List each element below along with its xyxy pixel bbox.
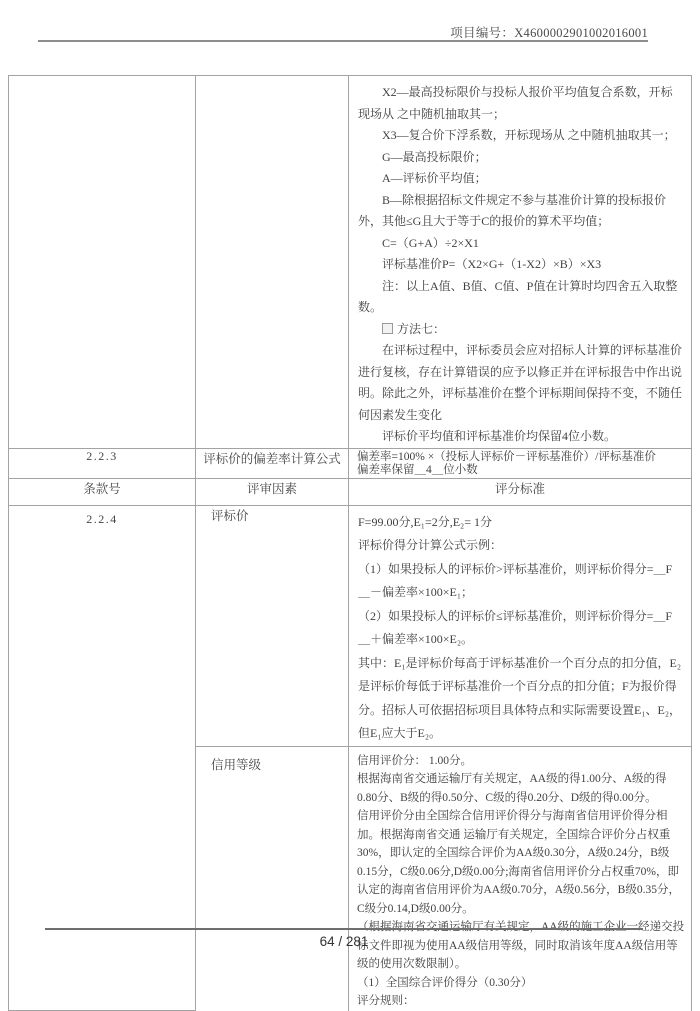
- factor-label: 评标价的偏差率计算公式: [203, 451, 341, 466]
- paragraph: （1）全国综合评价得分（0.30分）: [357, 976, 533, 989]
- page-number: 64 / 281: [319, 934, 369, 949]
- evaluation-criteria-table: [8, 75, 692, 1011]
- paragraph: 信用评价分由全国综合信用评价得分与海南省信用评价得分相加。根据海南省交通 运输厅有关规定，全国综合评价分占权重30%，即认定的全国综合评价为AA级0.30分，A级0.24分，B级0.15分，C级0.06分,D级0.00分;海南省信用评价分占权重70%，即认定的海南省信用评价为AA级0.70分，A级0.56分，B级0.35分，C级分0.14,D级0.00分。: [357, 810, 680, 915]
- clause-cell: [9, 448, 196, 478]
- paragraph: （1）如果投标人的评标价>评标基准价，则评标价得分=＿F＿－偏差率×100×E₁；: [358, 561, 673, 599]
- paragraph: X2—最高投标限价与投标人报价平均值复合系数，开标现场从 之中随机抽取其一；: [358, 85, 673, 121]
- factor-col-header: 评审因素: [196, 478, 349, 505]
- table-header-row: [9, 478, 692, 505]
- checkbox-icon: [382, 323, 393, 334]
- paragraph: 评标价得分计算公式示例：: [358, 538, 503, 552]
- clause-number: 2.2.3: [86, 448, 118, 463]
- project-number: 项目编号：X4600002901002016001: [450, 26, 648, 40]
- paragraph: 评分规则：: [357, 995, 415, 1007]
- table-row-2-2-4-bid-price: [9, 505, 692, 746]
- clause-col-header: 条款号: [9, 478, 196, 505]
- deviation-precision: 偏差率保留＿4＿位小数: [357, 464, 478, 476]
- deviation-formula: 偏差率=100% ×（投标人评标价－评标基准价）/评标基准价: [357, 450, 656, 463]
- paragraph: 评标基准价P=（X2×G+（1-X2）×B）×X3: [382, 257, 602, 271]
- paragraph: F=99.00分,E₁=2分,E₂= 1分: [358, 514, 493, 529]
- factor-label: 信用等级: [211, 757, 262, 772]
- factor-cell: [196, 505, 349, 746]
- table-row-continuation: [9, 76, 692, 449]
- paragraph: A—评标价平均值；: [382, 171, 487, 185]
- paragraph: 评标价平均值和评标基准价均保留4位小数。: [382, 429, 617, 443]
- paragraph: B—除根据招标文件规定不参与基准价计算的投标报价外，其他≤G且大于等于C的报价的算术平均值；: [358, 192, 667, 228]
- paragraph: 在评标过程中，评标委员会应对招标人计算的评标基准价进行复核，存在计算错误的应予以修正并在评标报告中作出说明。除此之外，评标基准价在整个评标期间保持不变，不随任何因素发生变化: [358, 343, 683, 422]
- paragraph: 信用评价分： 1.00分。: [357, 754, 472, 767]
- footer-rule: [45, 928, 643, 930]
- clause-cell-empty: [9, 76, 196, 449]
- paragraph: G—最高投标限价；: [382, 149, 487, 164]
- criteria-cell: [349, 746, 692, 1011]
- method-seven-option: [358, 319, 683, 341]
- paragraph: 其中：E₁是评标价每高于评标基准价一个百分点的扣分值，E₂是评标价每低于评标基准价一个百分点的扣分值；F为报价得分。招标人可依据招标项目具体特点和实际需要设置E₁、E₂，但E₁应大于E₂。: [358, 655, 682, 740]
- paragraph: X3—复合价下浮系数，开标现场从 之中随机抽取其一；: [382, 128, 676, 142]
- factor-cell: [196, 746, 349, 1011]
- clause-number: 2.2.4: [86, 511, 118, 526]
- criteria-cell: [349, 505, 692, 746]
- paragraph: （2）如果投标人的评标价≤评标基准价，则评标价得分=＿F＿＋偏差率×100×E₂。: [358, 608, 673, 646]
- paragraph: C=（G+A）÷2×X1: [382, 235, 479, 250]
- paragraph: （根据海南省交通运输厅有关规定，AA级的施工企业一经递交投标文件即视为使用AA级信用等级，同时取消该年度AA级信用等级的使用次数限制）。: [357, 921, 685, 970]
- factor-cell: [196, 448, 349, 478]
- paragraph: 注：以上A值、B值、C值、P值在计算时均四舍五入取整数。: [358, 278, 678, 314]
- header-rule: [38, 40, 648, 42]
- method-seven-label: 方法七：: [397, 321, 446, 336]
- factor-label: 评标价: [211, 508, 249, 523]
- table-row-2-2-3: [9, 448, 692, 478]
- criteria-cell: [349, 448, 692, 478]
- criteria-col-header: 评分标准: [349, 478, 692, 505]
- criteria-cell-continuation: [349, 76, 692, 449]
- paragraph: 根据海南省交通运输厅有关规定，AA级的得1.00分、A级的得0.80分、B级的得0.50分、C级的得0.20分、D级的得0.00分。: [357, 773, 667, 804]
- factor-cell-empty: [196, 76, 349, 449]
